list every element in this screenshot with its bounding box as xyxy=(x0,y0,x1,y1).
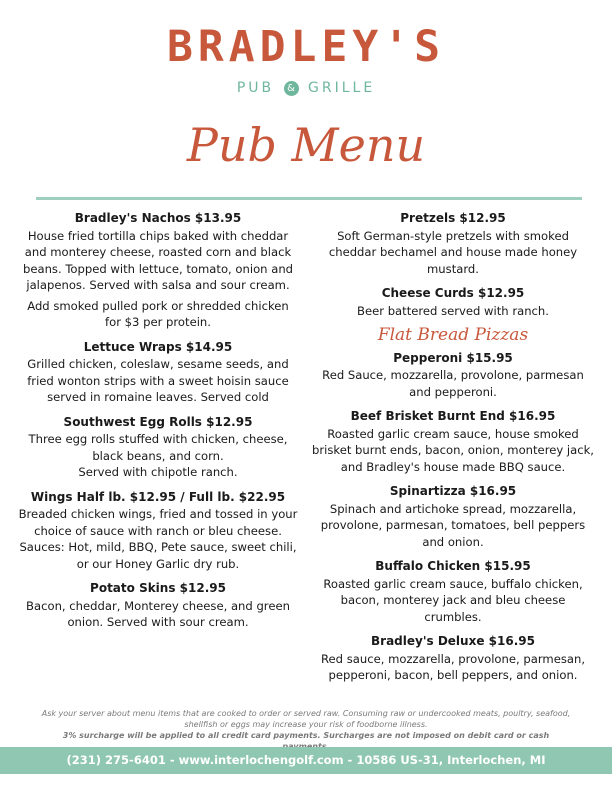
item-description: Beer battered served with ranch. xyxy=(357,303,549,318)
item-name: Pretzels $12.95 xyxy=(400,211,506,225)
menu-item-nachos xyxy=(18,210,298,331)
item-name: Pepperoni $15.95 xyxy=(393,350,513,365)
ampersand-badge: & xyxy=(284,81,299,96)
menu-item-spinartizza xyxy=(312,483,594,550)
menu-item-brisket xyxy=(312,408,594,475)
item-description: Soft German-style pretzels with smoked cheddar bechamel and house made honey mustard. xyxy=(328,228,578,276)
item-name: Bradley's Nachos $13.95 xyxy=(74,211,242,225)
left-column xyxy=(18,210,298,639)
item-name: Bradley's Deluxe $16.95 xyxy=(371,634,535,648)
pizza-section-title: Flat Bread Pizzas xyxy=(377,325,529,345)
item-name: Southwest Egg Rolls $12.95 xyxy=(63,414,253,429)
brand-subtitle xyxy=(0,80,612,96)
item-note: Sauces: Hot, mild, BBQ, Pete sauce, sweet chili, or our Honey Garlic dry rub. xyxy=(19,540,297,571)
item-name: Beef Brisket Burnt End $16.95 xyxy=(350,409,556,423)
surcharge-notice: 3% surcharge will be applied to all credit card payments. Surcharges are not imposed on debit card or cash xyxy=(62,731,550,740)
brand-sub-right: GRILLE xyxy=(308,80,376,96)
item-note: Served with chipotle ranch. xyxy=(78,465,238,479)
brand-sub-left: PUB xyxy=(236,80,275,96)
item-name: Wings Half lb. $12.95 / Full lb. $22.95 xyxy=(30,489,286,504)
menu-item-wings xyxy=(18,489,298,573)
item-description: Bacon, cheddar, Monterey cheese, and green onion. Served with sour cream. xyxy=(26,598,290,629)
item-name: Spinartizza $16.95 xyxy=(389,484,517,498)
menu-item-egg-rolls xyxy=(18,414,298,481)
item-description: Roasted garlic cream sauce, house smoked brisket burnt ends, bacon, onion, monterey jack, and Bradley's house made BBQ sauce. xyxy=(312,426,594,474)
food-advisory: Ask your server about menu items that are cooked to order or served raw. Consuming raw or undercooked meats, poultry, seafood, shellfish or eggs may increase your risk of foodborne illness. xyxy=(41,709,571,729)
item-description: Grilled chicken, coleslaw, sesame seeds, and fried wonton strips with a sweet hoisin sauce served in romaine leaves. Served cold xyxy=(27,357,289,404)
item-name: Lettuce Wraps $14.95 xyxy=(83,339,233,354)
menu-item-potato-skins xyxy=(18,580,298,631)
item-name: Cheese Curds $12.95 xyxy=(381,286,525,300)
item-description: Breaded chicken wings, fried and tossed in your choice of sauce with ranch or bleu cheese. xyxy=(18,507,298,538)
item-description: Roasted garlic cream sauce, buffalo chicken, bacon, monterey jack and bleu cheese crumbles. xyxy=(323,576,583,624)
menu-item-lettuce-wraps xyxy=(18,339,298,406)
brand-logo: BRADLEY'S xyxy=(167,22,445,72)
item-description: Three egg rolls stuffed with chicken, cheese, black beans, and corn. xyxy=(28,432,288,463)
footer-contact-bar: (231) 275-6401 - www.interlochengolf.com - 10586 US-31, Interlochen, MI xyxy=(0,747,612,774)
item-name: Potato Skins $12.95 xyxy=(90,581,226,595)
item-description: House fried tortilla chips baked with cheddar and monterey cheese, roasted corn and black beans. Topped with lettuce, tomato, onion and jalapenos. Served with salsa and sour cream. xyxy=(22,228,294,292)
menu-item-buffalo-chicken xyxy=(312,558,594,625)
item-name: Buffalo Chicken $15.95 xyxy=(375,559,531,573)
item-note: Add smoked pulled pork or shredded chicken for $3 per protein. xyxy=(27,298,289,329)
item-description: Red sauce, mozzarella, provolone, parmesan, pepperoni, bacon, bell peppers, and onion. xyxy=(320,651,586,682)
menu-item-pepperoni xyxy=(312,350,594,401)
header-divider xyxy=(36,197,582,200)
menu-item-pretzels xyxy=(312,210,594,277)
item-description: Red Sauce, mozzarella, provolone, parmesan and pepperoni. xyxy=(322,368,584,399)
menu-item-deluxe xyxy=(312,633,594,684)
menu-item-cheese-curds xyxy=(312,285,594,319)
right-column xyxy=(312,210,594,692)
page-title: Pub Menu xyxy=(186,118,426,172)
item-description: Spinach and artichoke spread, mozzarella, provolone, parmesan, tomatoes, bell peppers and onion. xyxy=(320,501,586,549)
disclaimer xyxy=(40,708,572,752)
